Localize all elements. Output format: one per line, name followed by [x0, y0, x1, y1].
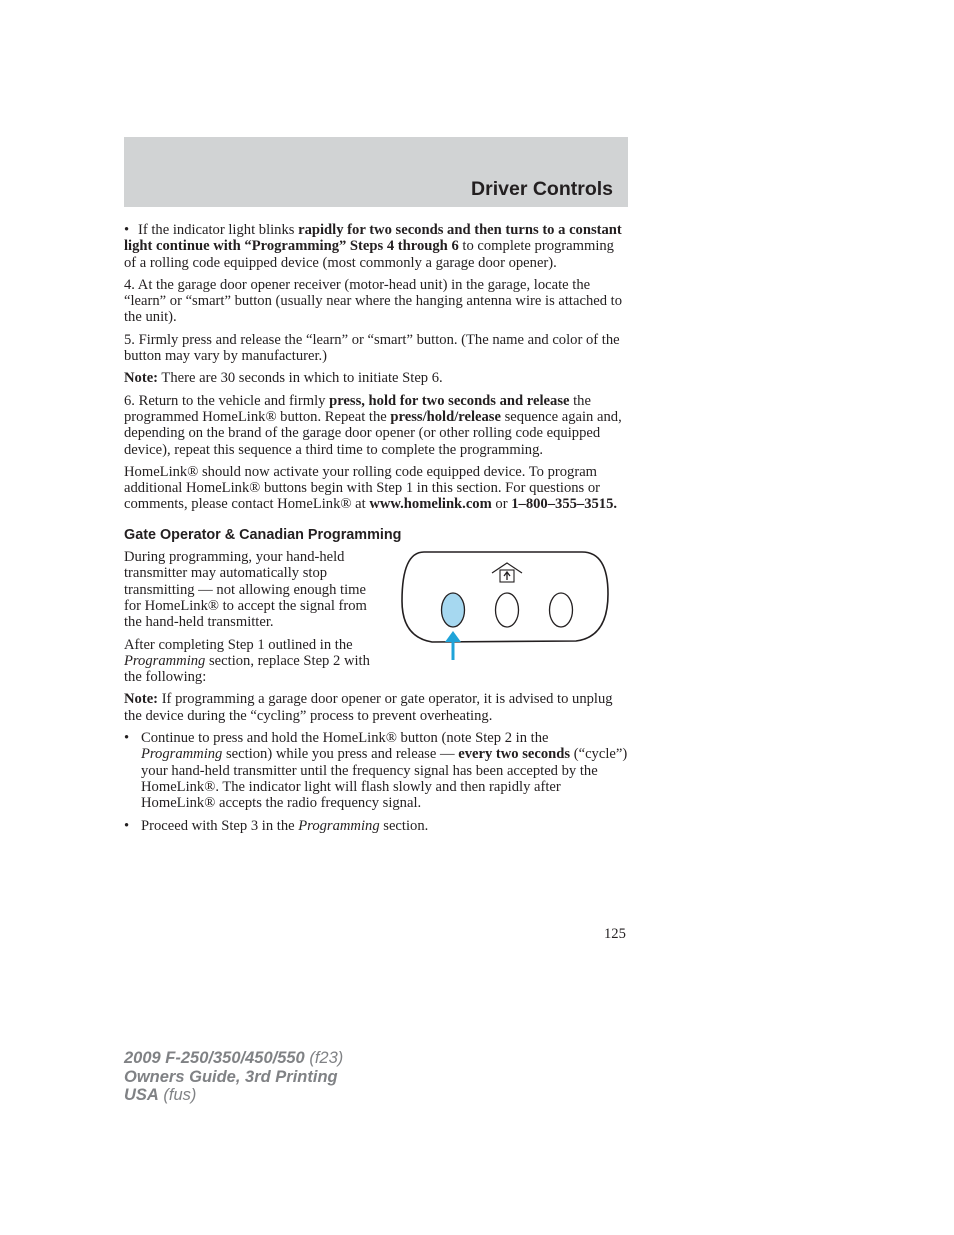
homelink-console-icon — [400, 549, 612, 665]
transmitter-stop-paragraph: During programming, your hand-held transmitter may automatically stop transmitting — not allowing enough time for HomeLink® to accept the signal from the hand-held transmitter. — [124, 549, 367, 631]
footer-region-line: USA (fus) — [124, 1086, 197, 1104]
homelink-phone: 1–800–355–3515. — [511, 496, 618, 513]
subsection-heading: Gate Operator & Canadian Programming — [124, 526, 402, 543]
bullet-press-and-hold: • Continue to press and hold the HomeLink® button (note Step 2 in the Programming section) while you press and release — every two seconds (“cycle”) your hand-held transmitter until the frequency signal has been accepted by the HomeLink®. The indicator light will flash slowly and then rapidly after HomeLink® accepts the radio frequency signal. — [124, 730, 628, 812]
bullet-proceed-step-3: • Proceed with Step 3 in the Programming section. — [124, 817, 429, 834]
homelink-contact-paragraph: HomeLink® should now activate your rolling code equipped device. To program additional HomeLink® buttons begin with Step 1 in this section. For questions or comments, please contact HomeLink® at www.homelink.com or 1–800–355–3515. — [124, 463, 618, 513]
console-outline — [402, 552, 608, 642]
bullet-indicator-blinks: • If the indicator light blinks rapidly for two seconds and then turns to a constant light continue with “Programming” Steps 4 through 6 to complete programming of a rolling code equipped device (most commonly a garage door opener). — [124, 222, 622, 271]
homelink-url: www.homelink.com — [369, 496, 492, 513]
step-4-paragraph: 4. At the garage door opener receiver (motor-head unit) in the garage, locate the “learn” or “smart” button (usually near where the hanging antenna wire is attached to the unit). — [124, 276, 623, 326]
step-6-paragraph: 6. Return to the vehicle and firmly press, hold for two seconds and release the programmed HomeLink® button. Repeat the press/hold/release sequence again and, depending on the brand of the garage door opener (or other rolling code equipped device), repeat this sequence a third time to complete the programming. — [124, 392, 622, 458]
replace-step-2-paragraph: After completing Step 1 outlined in the Programming section, replace Step 2 with the following: — [124, 636, 370, 686]
header-band — [124, 137, 628, 207]
section-title: Driver Controls — [471, 178, 613, 200]
footer-guide-line: Owners Guide, 3rd Printing — [124, 1067, 338, 1086]
garage-house-icon — [492, 563, 522, 582]
gate-operator-section — [124, 549, 628, 685]
note-30-seconds: Note: There are 30 seconds in which to initiate Step 6. — [124, 370, 443, 387]
homelink-button-2 — [496, 593, 519, 627]
narrow-text-column — [124, 549, 372, 685]
homelink-button-3 — [550, 593, 573, 627]
page-content — [124, 222, 628, 840]
document-footer — [124, 1049, 343, 1105]
note-unplug-device: Note: If programming a garage door opener or gate operator, it is advised to unplug the device during the “cycling” process to prevent overheating. — [124, 691, 613, 724]
page-number: 125 — [604, 926, 626, 942]
homelink-button-1 — [442, 593, 465, 627]
step-5-paragraph: 5. Firmly press and release the “learn” or “smart” button. (The name and color of the button may vary by manufacturer.) — [124, 331, 620, 365]
up-arrow-icon — [445, 631, 461, 660]
footer-model-line: 2009 F-250/350/450/550 (f23) — [124, 1049, 344, 1067]
